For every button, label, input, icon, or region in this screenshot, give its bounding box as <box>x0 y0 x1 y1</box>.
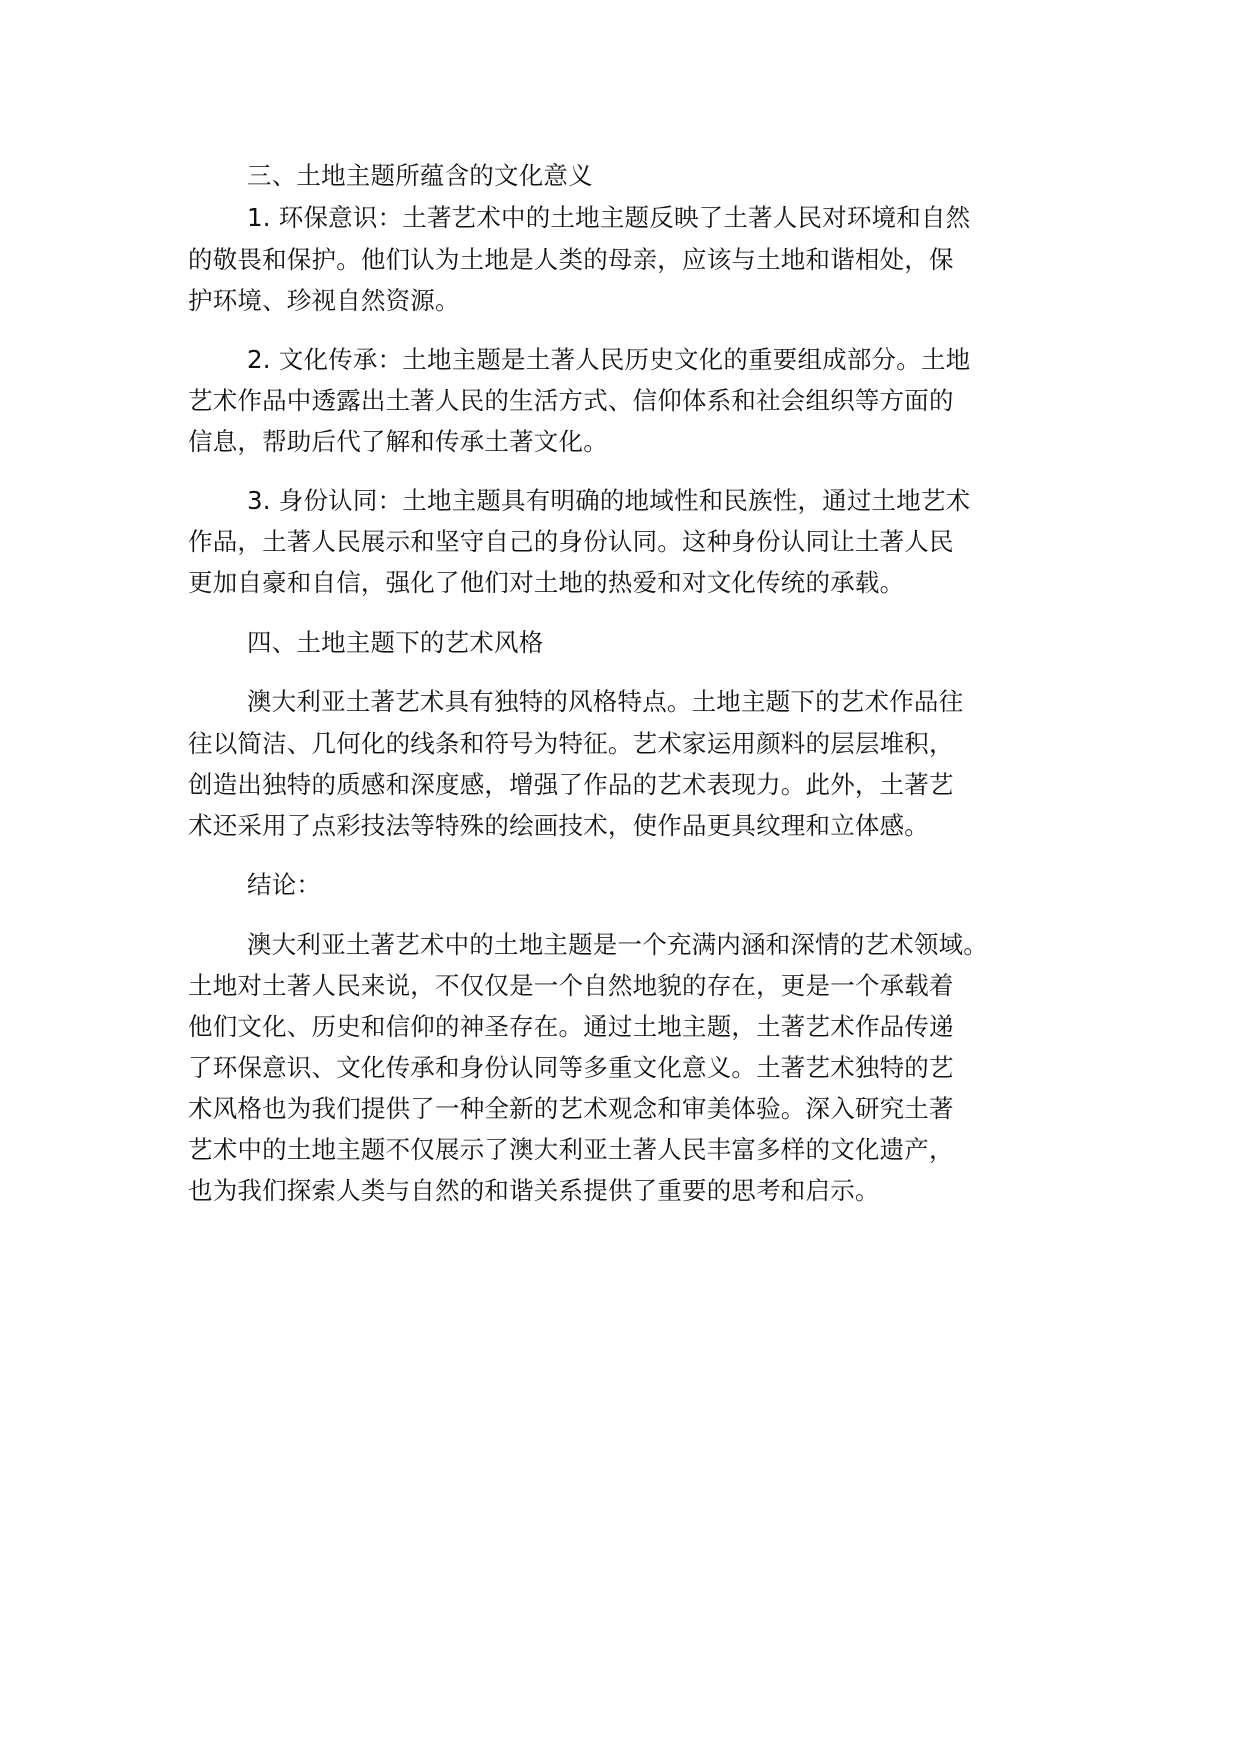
paragraph-line: 也为我们探索人类与自然的和谐关系提供了重要的思考和启示。 <box>188 1176 880 1205</box>
paragraph-line: 2. 文化传承：土地主题是土著人民历史文化的重要组成部分。土地 <box>247 345 971 374</box>
paragraph-line: 护环境、珍视自然资源。 <box>188 286 460 315</box>
section-heading-art-style: 四、土地主题下的艺术风格 <box>247 628 544 657</box>
paragraph-line: 更加自豪和自信，强化了他们对土地的热爱和对文化传统的承载。 <box>188 568 905 597</box>
paragraph-line: 他们文化、历史和信仰的神圣存在。通过土地主题，土著艺术作品传递 <box>188 1012 954 1041</box>
paragraph-line: 的敬畏和保护。他们认为土地是人类的母亲，应该与土地和谐相处，保 <box>188 245 954 274</box>
paragraph-line: 澳大利亚土著艺术具有独特的风格特点。土地主题下的艺术作品往 <box>247 687 964 716</box>
paragraph-line: 1. 环保意识：土著艺术中的土地主题反映了土著人民对环境和自然 <box>247 203 971 232</box>
paragraph-line: 土地对土著人民来说，不仅仅是一个自然地貌的存在，更是一个承载着 <box>188 971 954 1000</box>
section-heading-cultural-meaning: 三、土地主题所蕴含的文化意义 <box>247 161 593 190</box>
paragraph-line: 创造出独特的质感和深度感，增强了作品的艺术表现力。此外，土著艺 <box>188 770 954 799</box>
conclusion-heading: 结论： <box>247 870 322 899</box>
paragraph-line: 信息，帮助后代了解和传承土著文化。 <box>188 427 608 456</box>
paragraph-line: 艺术作品中透露出土著人民的生活方式、信仰体系和社会组织等方面的 <box>188 386 954 415</box>
paragraph-line: 作品，土著人民展示和坚守自己的身份认同。这种身份认同让土著人民 <box>188 527 954 556</box>
paragraph-line: 艺术中的土地主题不仅展示了澳大利亚土著人民丰富多样的文化遗产， <box>188 1135 954 1164</box>
paragraph-line: 了环保意识、文化传承和身份认同等多重文化意义。土著艺术独特的艺 <box>188 1053 954 1082</box>
paragraph-line: 往以简洁、几何化的线条和符号为特征。艺术家运用颜料的层层堆积， <box>188 729 954 758</box>
paragraph-line: 术还采用了点彩技法等特殊的绘画技术，使作品更具纹理和立体感。 <box>188 811 929 840</box>
paragraph-line: 3. 身份认同：土地主题具有明确的地域性和民族性，通过土地艺术 <box>247 486 971 515</box>
paragraph-line: 术风格也为我们提供了一种全新的艺术观念和审美体验。深入研究土著 <box>188 1094 954 1123</box>
paragraph-line: 澳大利亚土著艺术中的土地主题是一个充满内涵和深情的艺术领域。 <box>247 930 988 959</box>
